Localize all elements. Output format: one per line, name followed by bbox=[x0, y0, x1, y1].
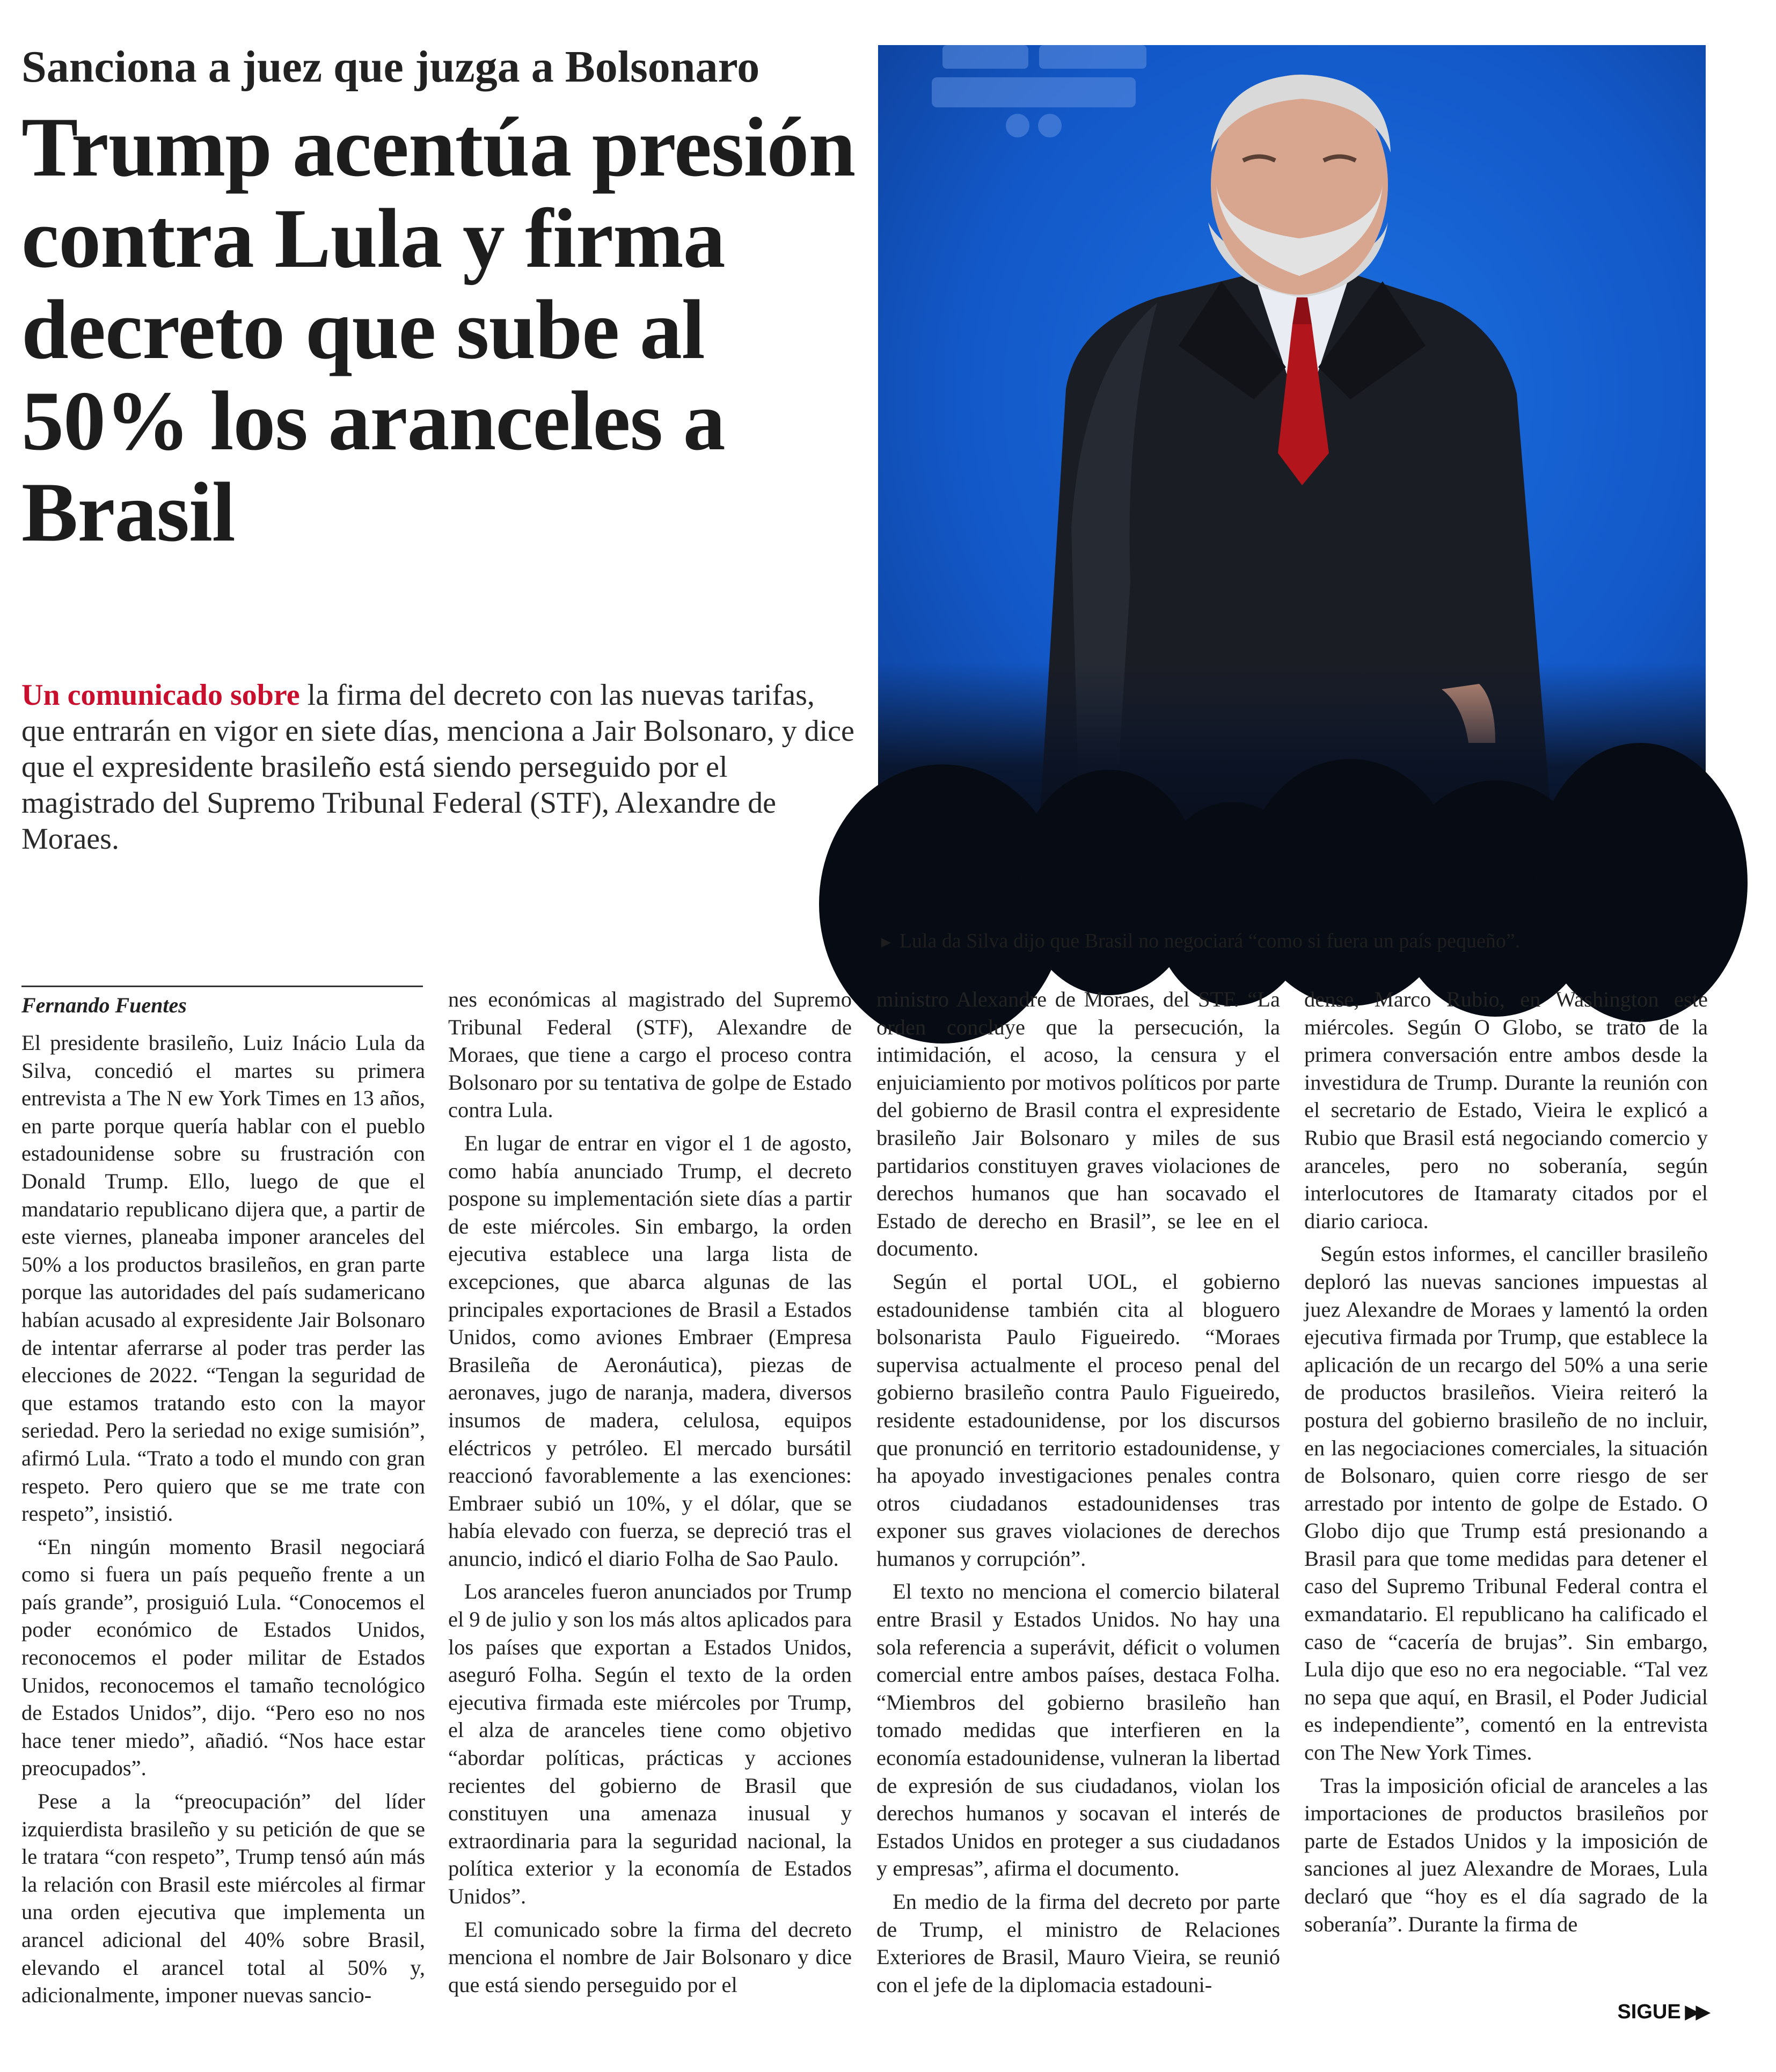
body-paragraph: El comunicado sobre la firma del decreto menciona el nombre de Jair Bolsonaro y dice que está siendo perseguido por el bbox=[448, 1917, 852, 1997]
body-paragraph: Según estos informes, el canciller brasileño deploró las nuevas sanciones impuestas al juez Alexandre de Moraes y lamentó la orden ejecutiva firmada por Trump, que establece la aplicación de un recargo del 50% a una serie de productos brasileños. Vieira reiteró la postura del gobierno brasileño de no incluir, en las negociaciones comerciales, la situación de Bolsonaro, quien corre riesgo de ser arrestado por intento de golpe de Estado. O Globo dijo que Trump está presionando a Brasil para que tome medidas para detener el caso del Supremo Tribunal Federal contra el exmandatario. El republicano ha calificado el caso de “cacería de brujas”. Sin embargo, Lula dijo que eso no era negociable. “Tal vez no sepa que aquí, en Brasil, el Poder Judicial es independiente”, comentó en la entrevista con The New York Times. bbox=[1304, 1242, 1708, 1765]
body-paragraph: “En ningún momento Brasil negociará como si fuera un país pequeño frente a un país grande”, prosiguió Lula. “Conocemos el poder económico de Estados Unidos, reconocemos el poder militar de Estados Unidos, reconocemos el tamaño tecnológico de Estados Unidos”, dijo. “Pero eso no nos hace tener miedo”, añadió. “Nos hace estar preocupados”. bbox=[21, 1534, 425, 1781]
body-paragraph: nes económicas al magistrado del Supremo Tribunal Federal (STF), Alexandre de Moraes, que tiene a cargo el proceso contra Bolsonaro por su tentativa de golpe de Estado contra Lula. bbox=[448, 987, 852, 1122]
body-paragraph: El presidente brasileño, Luiz Inácio Lula da Silva, concedió el martes su primera entrevista a The N ew York Times en 13 años, en parte porque quería hablar con el pueblo estadounidense sobre su frustración con Donald Trump. Ello, luego de que el mandatario republicano dijera que, a partir de este viernes, planeaba imponer aranceles del 50% a los productos brasileños, en gran parte porque las autoridades del país sudamericano habían acusado al expresidente Jair Bolsonaro de intentar aferrarse al poder tras perder las elecciones de 2022. “Tengan la seguridad de que estamos tratando esto con la mayor seriedad. Pero la seriedad no exige sumisión”, afirmó Lula. “Trato a todo el mundo con gran respeto. Pero quiero que se me trate con respeto”, insistió. bbox=[21, 1031, 425, 1526]
body-paragraph: Tras la imposición oficial de aranceles a las importaciones de productos brasileños por parte de Estados Unidos y la imposición de sanciones al juez Alexandre de Moraes, Lula declaró que “hoy es el día sagrado de la soberanía”. Durante la firma de bbox=[1304, 1773, 1708, 1936]
photo-caption bbox=[878, 928, 1737, 956]
dek-text: la firma del decreto con las nuevas tarifas, que entrarán en vigor en siete días, menciona a Jair Bolsonaro, y dice que el expresidente brasileño está siendo perseguido por el magistrado del Supremo Tribunal Federal (STF), Alexandre de Moraes. bbox=[21, 678, 854, 856]
headline: Trump acentúa presión contra Lula y firma decreto que sube al 50% los aranceles a Brasil bbox=[21, 100, 856, 559]
body-paragraph: Pese a la “preocupación” del líder izquierdista brasileño y su petición de que se le tratara “con respeto”, Trump tensó aún más la relación con Brasil este miércoles al firmar una orden ejecutiva que implementa un arancel adicional del 40% sobre Brasil, elevando el arancel total al 50% y, adicionalmente, imponer nuevas sancio- bbox=[21, 1789, 425, 2008]
article-column-3 bbox=[876, 986, 1280, 1995]
caption-marker: ► bbox=[878, 933, 894, 951]
lula-photo bbox=[878, 45, 1706, 921]
caption-text: Lula da Silva dijo que Brasil no negociará “como si fuera un país pequeño”. bbox=[899, 930, 1521, 952]
article-column-2 bbox=[448, 986, 852, 1995]
article-column-4 bbox=[1304, 986, 1708, 1995]
body-paragraph: En medio de la firma del decreto por parte de Trump, el ministro de Relaciones Exteriores de Brasil, Mauro Vieira, se reunió con el jefe de la diplomacia estadouni- bbox=[876, 1889, 1280, 1997]
continue-label: SIGUE bbox=[1617, 2000, 1681, 2023]
dek bbox=[21, 677, 859, 857]
body-paragraph: En lugar de entrar en vigor el 1 de agosto, como había anunciado Trump, el decreto pospone su implementación siete días a partir de este miércoles. Sin embargo, la orden ejecutiva establece una larga lista de excepciones, que abarca algunas de las principales exportaciones de Brasil a Estados Unidos, como aviones Embraer (Empresa Brasileña de Aeronáutica), piezas de aeronaves, jugo de naranja, madera, diversos insumos de madera, celulosa, equipos eléctricos y petróleo. El mercado bursátil reaccionó favorablemente a las exenciones: Embraer subió un 10%, y el dólar, que se había elevado con fuerza, se depreció tras el anuncio, indicó el diario Folha de Sao Paulo. bbox=[448, 1130, 852, 1571]
lula-photo-illustration bbox=[878, 45, 1706, 921]
double-arrow-icon: ▶▶ bbox=[1685, 2002, 1707, 2022]
body-paragraph: El texto no menciona el comercio bilateral entre Brasil y Estados Unidos. No hay una sola referencia a superávit, déficit o volumen comercial entre ambos países, destaca Folha. “Miembros del gobierno brasileño han tomado medidas que interfieren en la economía estadounidense, vulneran la libertad de expresión de sus ciudadanos, violan los derechos humanos y socavan el interés de Estados Unidos en proteger a sus ciudadanos y empresas”, afirma el documento. bbox=[876, 1579, 1280, 1881]
body-paragraph: ministro Alexandre de Moraes, del STF. “La orden concluye que la persecución, la intimidación, el acoso, la censura y el enjuiciamiento por motivos políticos por parte del gobierno de Brasil contra el expresidente brasileño Jair Bolsonaro y miles de sus partidarios constituyen graves violaciones de derechos humanos que han socavado el Estado de derecho en Brasil”, se lee en el documento. bbox=[876, 987, 1280, 1261]
body-paragraph: Según el portal UOL, el gobierno estadounidense también cita al bloguero bolsonarista Paulo Figueiredo. “Moraes supervisa actualmente el proceso penal del gobierno brasileño contra Paulo Figueiredo, residente estadounidense, por los discursos que pronunció en territorio estadounidense, y ha apoyado investigaciones penales contra otros ciudadanos estadounidenses tras exponer sus graves violaciones de derechos humanos y corrupción”. bbox=[876, 1269, 1280, 1571]
body-paragraph: Los aranceles fueron anunciados por Trump el 9 de julio y son los más altos aplicados para los países que exportan a Estados Unidos, aseguró Folha. Según el texto de la orden ejecutiva firmada este miércoles por Trump, el alza de aranceles tiene como objetivo “abordar políticas, prácticas y acciones recientes del gobierno de Brasil que constituyen una amenaza inusual y extraordinaria para la seguridad nacional, la política exterior y la economía de Estados Unidos”. bbox=[448, 1579, 852, 1908]
body-paragraph: dense, Marco Rubio, en Washington este miércoles. Según O Globo, se trató de la primera conversación entre ambos desde la investidura de Trump. Durante la reunión con el secretario de Estado, Vieira le explicó a Rubio que Brasil está negociando comercio y aranceles, pero no soberanía, según interlocutores de Itamaraty citados por el diario carioca. bbox=[1304, 987, 1708, 1233]
article-column-1 bbox=[21, 986, 425, 2008]
byline: Fernando Fuentes bbox=[21, 993, 187, 1017]
byline-rule bbox=[21, 986, 423, 987]
continue-marker bbox=[1599, 1996, 1707, 2028]
dek-lead: Un comunicado sobre bbox=[21, 678, 300, 712]
kicker: Sanciona a juez que juzga a Bolsonaro bbox=[21, 42, 760, 92]
